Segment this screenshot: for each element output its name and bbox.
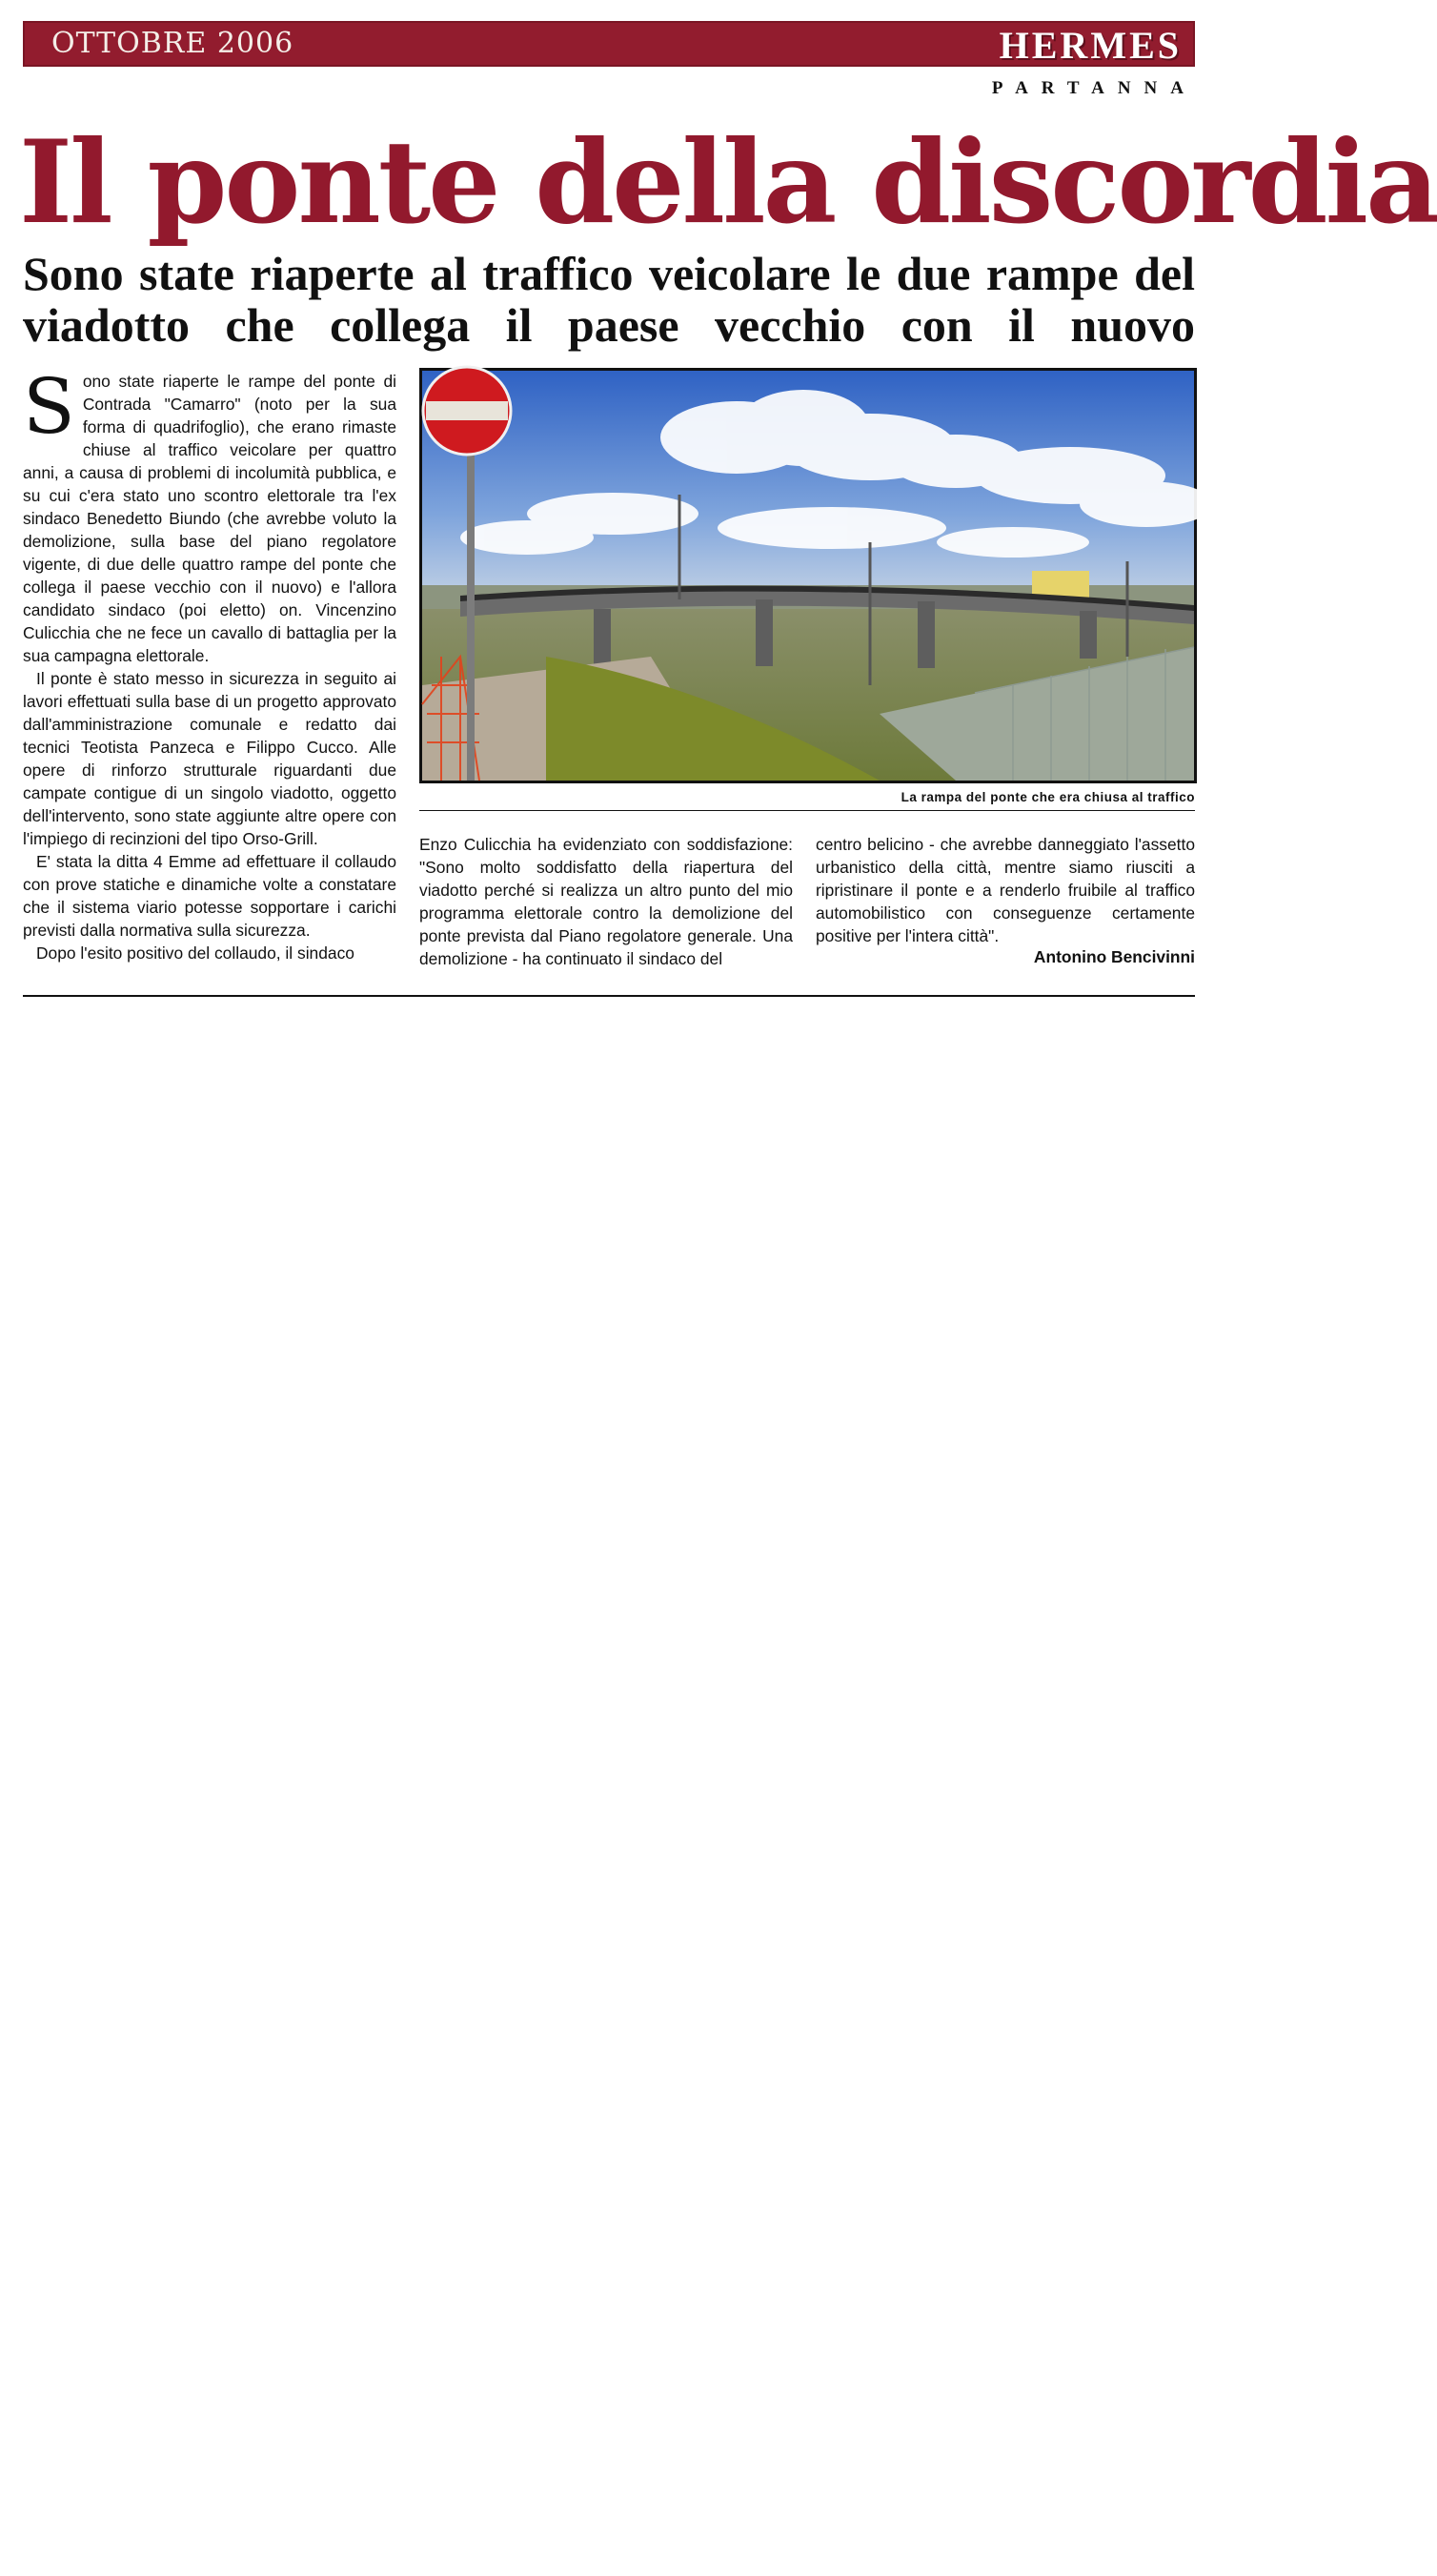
paragraph-2: Il ponte è stato messo in sicurezza in seguito ai lavori effettuati sulla base di un progetto approvato dall'amministrazione comunale e redatto dai tecnici Teotista Panzeca e Filippo Cucco. Alle opere di rinforzo strutturale riguardanti due campate contigue di un singolo viadotto, oggetto dell'intervento, sono state aggiunte altre opere con l'impiego di recinzioni del tipo Orso-Grill.	[23, 669, 396, 848]
article-headline: Il ponte della discordia	[19, 115, 1437, 250]
article-subheadline: Sono state riaperte al traffico veicolare le due rampe del viadotto che collega il paese vecchio con il nuovo	[23, 247, 1195, 352]
author-byline: Antonino Bencivinni	[1033, 947, 1195, 966]
bridge-photo	[419, 368, 1197, 783]
lead-paragraph	[23, 362, 396, 667]
column-3-text: centro belicino - che avrebbe danneggiato l'assetto urbanistico della città, mentre siamo riusciti a ripristinare il ponte e a renderlo fruibile al traffico automobilistico con conseguenze certamente positive per l'intera città".	[816, 835, 1195, 945]
bottom-divider	[23, 995, 1195, 997]
drop-cap: S	[23, 362, 75, 451]
header-bar	[23, 21, 1195, 67]
issue-date: OTTOBRE 2006	[51, 27, 294, 60]
paragraph-4: Dopo l'esito positivo del collaudo, il sindaco	[36, 943, 354, 963]
column-2-text: Enzo Culicchia ha evidenziato con soddisfazione: "Sono molto soddisfatto della riapertura del viadotto perché si realizza un altro punto del mio programma elettorale contro la demolizione del ponte prevista dal Piano regolatore generale. Una demolizione - ha continuato il sindaco del	[419, 835, 793, 968]
caption-divider	[419, 810, 1195, 811]
article-column-left	[23, 362, 396, 964]
paragraph-3: E' stata la ditta 4 Emme ad effettuare il collaudo con prove statiche e dinamiche volte a constatare che il sistema viario potesse sopportare i carichi previsti dalla normativa sulla sicurezza.	[23, 852, 396, 940]
photo-caption: La rampa del ponte che era chiusa al traffico	[901, 790, 1195, 804]
article-column-middle	[419, 833, 793, 970]
article-column-right	[816, 833, 1195, 947]
section-label: PARTANNA	[991, 78, 1197, 98]
lead-text: ono state riaperte le rampe del ponte di Contrada "Camarro" (noto per la sua forma di quadrifoglio), che erano rimaste chiuse al traffico veicolare per quattro anni, a causa di problemi di incolumità pubblica, e su cui c'era stato uno scontro elettorale tra l'ex sindaco Benedetto Biundo (che avrebbe voluto la demolizione, sulla base del piano regolatore vigente, di due delle quattro rampe del ponte che collega il paese vecchio con il nuovo) e l'allora candidato sindaco (poi eletto) on. Vincenzino Culicchia che ne fece un cavallo di battaglia per la sua campagna elettorale.	[23, 372, 396, 665]
masthead-logo: HERMES	[999, 24, 1182, 67]
